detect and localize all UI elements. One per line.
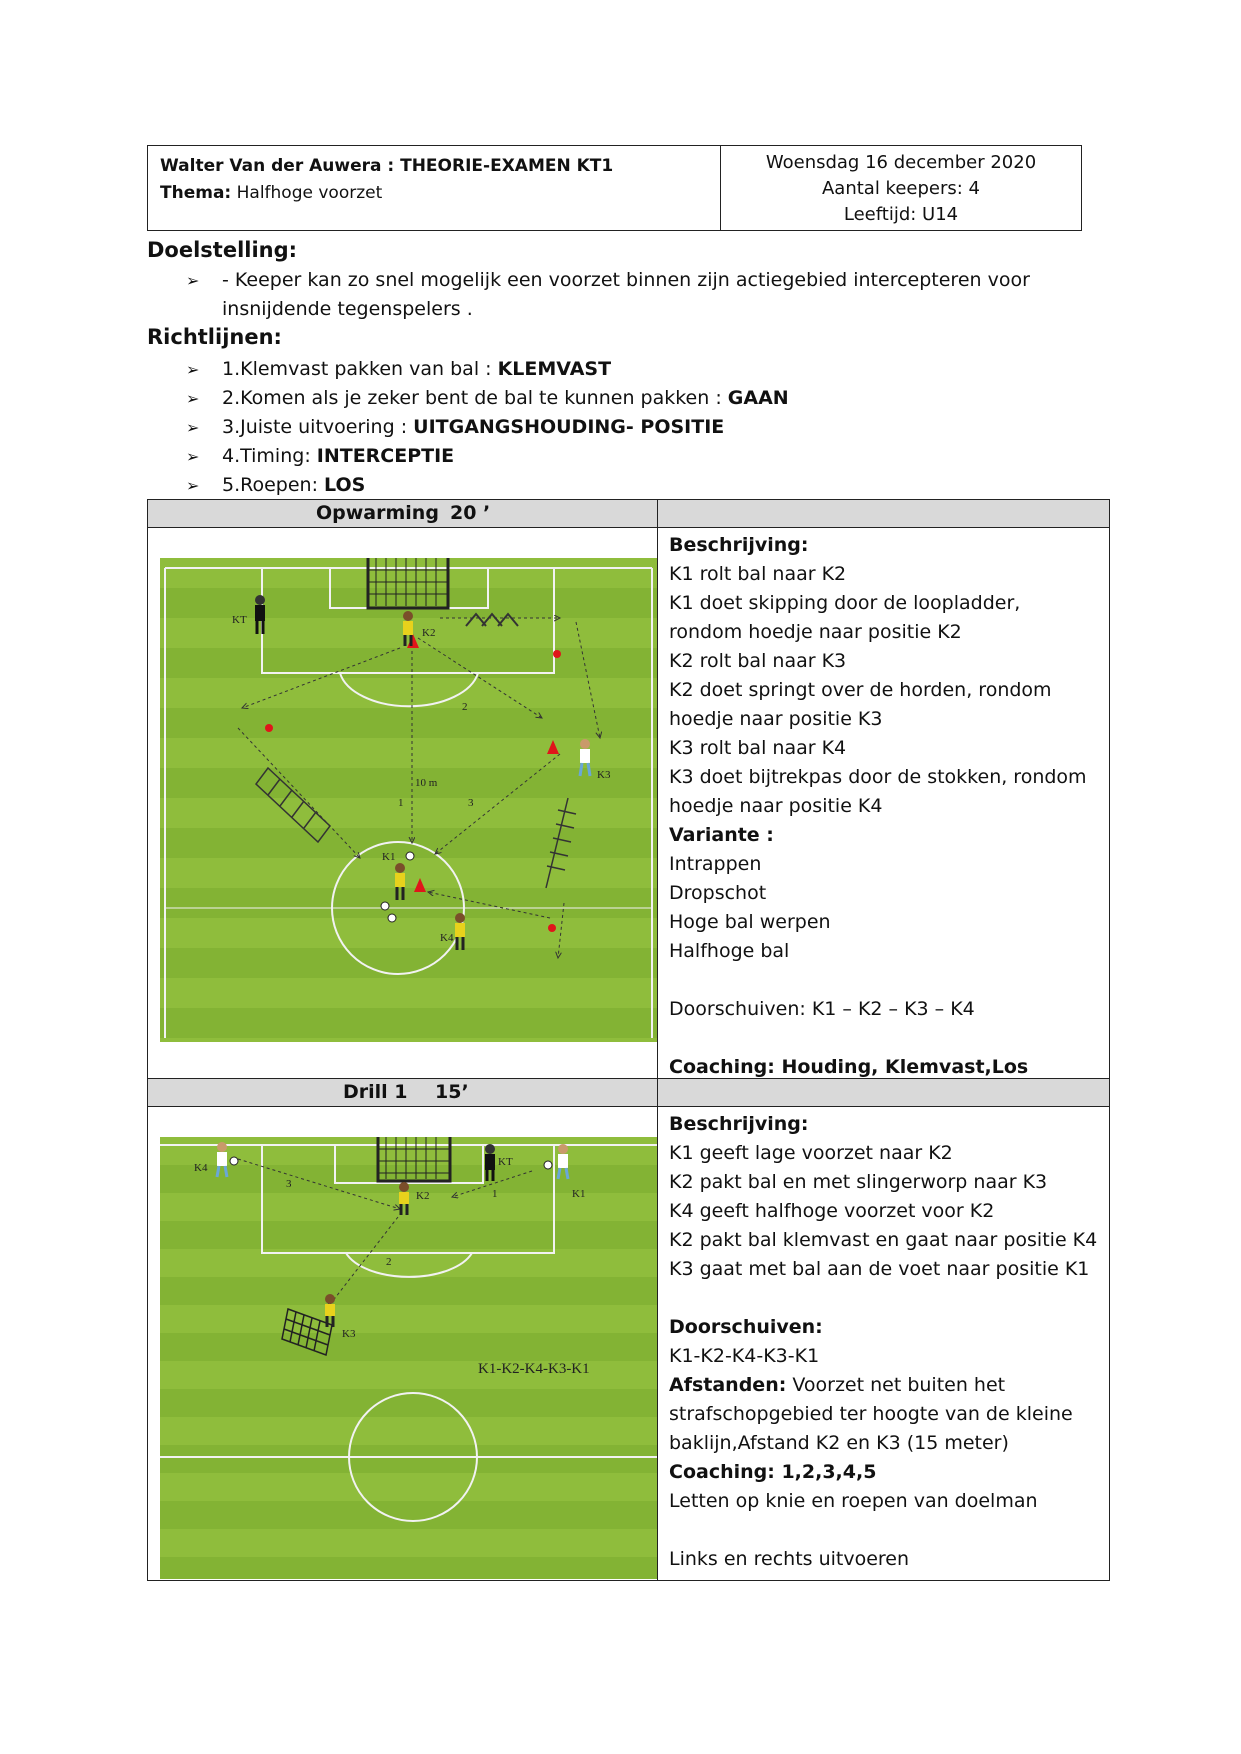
richt-text: 4.Timing:: [222, 445, 317, 467]
header-right: [721, 146, 1081, 230]
richt-text: 5.Roepen:: [222, 474, 325, 496]
arrow-bullet-icon: ➢: [186, 418, 200, 437]
label-distance: 10 m: [415, 777, 438, 789]
header-left: [148, 146, 721, 230]
warmup-rotation: Doorschuiven: K1 – K2 – K3 – K4: [669, 998, 975, 1020]
keeper-count: Aantal keepers: 4: [821, 178, 980, 199]
date: Woensdag 16 december 2020: [765, 152, 1037, 173]
richt-keyword: LOS: [324, 474, 366, 496]
drill-title: Drill 1: [343, 1081, 408, 1103]
drill-line: K3 gaat met bal aan de voet naar positie K1: [669, 1258, 1090, 1280]
warmup-header-row: [147, 499, 1110, 528]
label-pass-3: 3: [286, 1178, 292, 1190]
doel-line-2: insnijdende tegenspelers .: [222, 298, 473, 320]
ball-icon: [544, 1161, 552, 1169]
doelstelling-title: Doelstelling:: [147, 238, 298, 262]
label-k3: K3: [342, 1328, 356, 1340]
warmup-line: K2 doet springt over de horden, rondom: [669, 679, 1052, 701]
marker-dot-icon: [548, 924, 556, 932]
richt-keyword: GAAN: [727, 387, 789, 409]
label-pass-2: 2: [386, 1256, 392, 1268]
doelstelling-list: [186, 266, 1066, 324]
label-kt: KT: [498, 1156, 513, 1168]
arrow-bullet-icon: ➢: [186, 447, 200, 466]
theme-label: Thema:: [160, 183, 232, 203]
richt-item: [186, 413, 1066, 442]
label-k3: K3: [597, 769, 611, 781]
warmup-desc-label: Beschrijving:: [669, 534, 809, 556]
richt-item: [186, 442, 1066, 471]
drill-rotation-value: K1-K2-K4-K3-K1: [669, 1345, 820, 1367]
richt-item: [186, 355, 1066, 384]
drill-distance-text-2: strafschopgebied ter hoogte van de kleine: [669, 1403, 1073, 1425]
variant-item: Intrappen: [669, 853, 762, 875]
warmup-line: K3 rolt bal naar K4: [669, 737, 847, 759]
label-k2: K2: [416, 1190, 430, 1202]
header-table: [147, 145, 1082, 231]
arrow-bullet-icon: ➢: [186, 360, 200, 379]
drill-line: K2 pakt bal klemvast en gaat naar positie K4: [669, 1229, 1098, 1251]
richt-keyword: INTERCEPTIE: [316, 445, 455, 467]
label-pass-1: 1: [492, 1188, 498, 1200]
arrow-bullet-icon: ➢: [186, 271, 200, 290]
theme-value: Halfhoge voorzet: [236, 183, 383, 203]
drill-distance-line: [669, 1371, 1099, 1400]
warmup-line: K3 doet bijtrekpas door de stokken, rondom: [669, 766, 1087, 788]
richt-keyword: UITGANGSHOUDING- POSITIE: [413, 416, 725, 438]
variant-item: Hoge bal werpen: [669, 911, 831, 933]
label-rotation: K1-K2-K4-K3-K1: [478, 1361, 590, 1377]
label-k1: K1: [382, 851, 396, 863]
drill-rotation-label: Doorschuiven:: [669, 1316, 823, 1338]
warmup-description: [669, 531, 1099, 1082]
arrow-bullet-icon: ➢: [186, 389, 200, 408]
richt-item: [186, 471, 1066, 500]
label-k4: K4: [194, 1162, 208, 1174]
drill-distance-text-3: baklijn,Afstand K2 en K3 (15 meter): [669, 1432, 1009, 1454]
table-divider: [657, 499, 658, 1581]
warmup-line: K1 rolt bal naar K2: [669, 563, 847, 585]
warmup-header-cell: [148, 500, 658, 527]
label-pass-1: 1: [398, 797, 404, 809]
drill-line: K4 geeft halfhoge voorzet voor K2: [669, 1200, 995, 1222]
warmup-line: hoedje naar positie K4: [669, 795, 883, 817]
warmup-line: K2 rolt bal naar K3: [669, 650, 847, 672]
richt-text: 1.Klemvast pakken van bal :: [222, 358, 498, 380]
warmup-coaching: Coaching: Houding, Klemvast,Los: [669, 1056, 1029, 1078]
age-group: Leeftijd: U14: [843, 204, 959, 225]
drill-description: [669, 1110, 1099, 1574]
variant-label: Variante :: [669, 824, 774, 846]
doel-item: [186, 266, 1066, 324]
label-pass-3: 3: [468, 797, 474, 809]
warmup-title: Opwarming: [316, 502, 439, 524]
ball-icon: [388, 914, 396, 922]
richt-text: 2.Komen als je zeker bent de bal te kunnen pakken :: [222, 387, 728, 409]
drill-field-diagram: [160, 1137, 657, 1579]
marker-dot-icon: [553, 650, 561, 658]
drill-coaching: Coaching: 1,2,3,4,5: [669, 1461, 877, 1483]
drill-line: K1 geeft lage voorzet naar K2: [669, 1142, 953, 1164]
theme-line: [160, 180, 708, 207]
label-k4: K4: [440, 932, 454, 944]
drill-header-cell: [148, 1079, 658, 1106]
drill-note: Links en rechts uitvoeren: [669, 1548, 910, 1570]
richt-keyword: KLEMVAST: [497, 358, 612, 380]
drill-line: K2 pakt bal en met slingerworp naar K3: [669, 1171, 1048, 1193]
drill-time: 15’: [435, 1081, 469, 1103]
ball-icon: [230, 1157, 238, 1165]
label-kt: KT: [232, 614, 247, 626]
warmup-line: K1 doet skipping door de loopladder,: [669, 592, 1021, 614]
variant-item: Halfhoge bal: [669, 940, 790, 962]
drill-desc-label: Beschrijving:: [669, 1113, 809, 1135]
label-k1: K1: [572, 1188, 586, 1200]
author-line: Walter Van der Auwera : THEORIE-EXAMEN KT1: [160, 156, 614, 176]
doel-line-1: - Keeper kan zo snel mogelijk een voorzet binnen zijn actiegebied intercepteren voor: [222, 269, 1030, 291]
ball-icon: [381, 902, 389, 910]
label-k2: K2: [422, 627, 436, 639]
arrow-bullet-icon: ➢: [186, 476, 200, 495]
warmup-line: rondom hoedje naar positie K2: [669, 621, 962, 643]
drill-note: Letten op knie en roepen van doelman: [669, 1490, 1038, 1512]
drill-distance-text: Voorzet net buiten het: [786, 1374, 1006, 1396]
marker-dot-icon: [265, 724, 273, 732]
richt-text: 3.Juiste uitvoering :: [222, 416, 414, 438]
warmup-line: hoedje naar positie K3: [669, 708, 883, 730]
label-pass-2: 2: [462, 701, 468, 713]
richt-item: [186, 384, 1066, 413]
richtlijnen-list: [186, 355, 1066, 500]
warmup-field-diagram: [160, 558, 657, 1042]
drill-distance-label: Afstanden:: [669, 1374, 787, 1396]
variant-item: Dropschot: [669, 882, 767, 904]
ball-icon: [406, 852, 414, 860]
drill-header-row: [147, 1078, 1110, 1107]
warmup-time: 20 ’: [450, 502, 491, 524]
richtlijnen-title: Richtlijnen:: [147, 325, 282, 349]
